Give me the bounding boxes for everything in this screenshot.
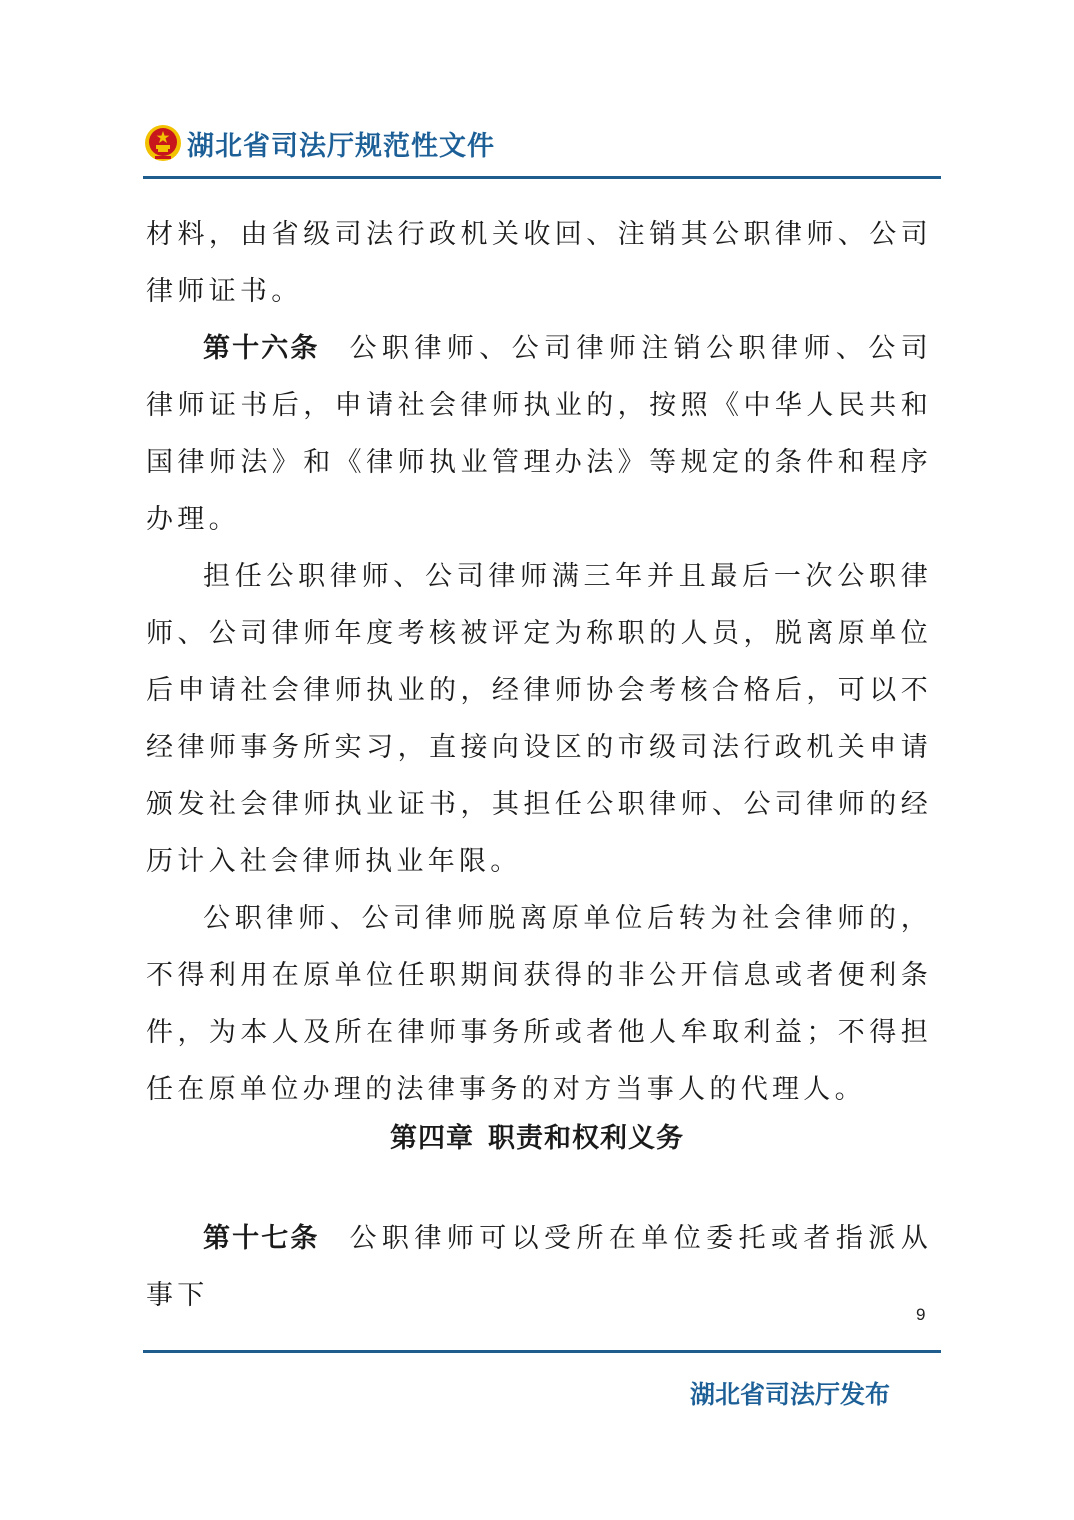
- continuation-paragraph: 材料，由省级司法行政机关收回、注销其公职律师、公司律师证书。: [146, 219, 932, 307]
- chapter-title: 职责和权利义务: [488, 1123, 684, 1154]
- paragraph-3: 公职律师、公司律师脱离原单位后转为社会律师的，不得利用在原单位任职期间获得的非公开信息或者便利条件，为本人及所在律师事务所或者他人牟取利益；不得担任在原单位办理的法律事务的对方当事人的代理人。: [146, 903, 932, 1105]
- article-17-label: 第十七条: [203, 1223, 320, 1254]
- article-17-block: [146, 1210, 932, 1324]
- header-title: 湖北省司法厅规范性文件: [187, 130, 495, 162]
- footer-publisher: 湖北省司法厅发布: [690, 1380, 891, 1409]
- article-17-paragraph: [146, 1210, 932, 1324]
- paragraph-2: 担任公职律师、公司律师满三年并且最后一次公职律师、公司律师年度考核被评定为称职的人员，脱离原单位后申请社会律师执业的，经律师协会考核合格后，可以不经律师事务所实习，直接向设区的市级司法行政机关申请颁发社会律师执业证书，其担任公职律师、公司律师的经历计入社会律师执业年限。: [146, 561, 932, 877]
- document-header: [143, 118, 495, 168]
- page-number: 9: [916, 1305, 926, 1324]
- chapter-heading: [0, 1116, 1074, 1155]
- chapter-number: 第四章: [390, 1123, 474, 1154]
- header-divider: [143, 176, 941, 179]
- national-emblem-icon: [143, 123, 183, 163]
- article-16-label: 第十六条: [203, 333, 320, 364]
- article-16-text: 公职律师、公司律师注销公职律师、公司律师证书后，申请社会律师执业的，按照《中华人民共和国律师法》和《律师执业管理办法》等规定的条件和程序办理。: [146, 333, 932, 535]
- footer-divider: [143, 1350, 941, 1353]
- document-body: [146, 206, 932, 1118]
- article-17-text: 公职律师可以受所在单位委托或者指派从事下: [146, 1223, 932, 1311]
- article-16-paragraph: [146, 320, 932, 548]
